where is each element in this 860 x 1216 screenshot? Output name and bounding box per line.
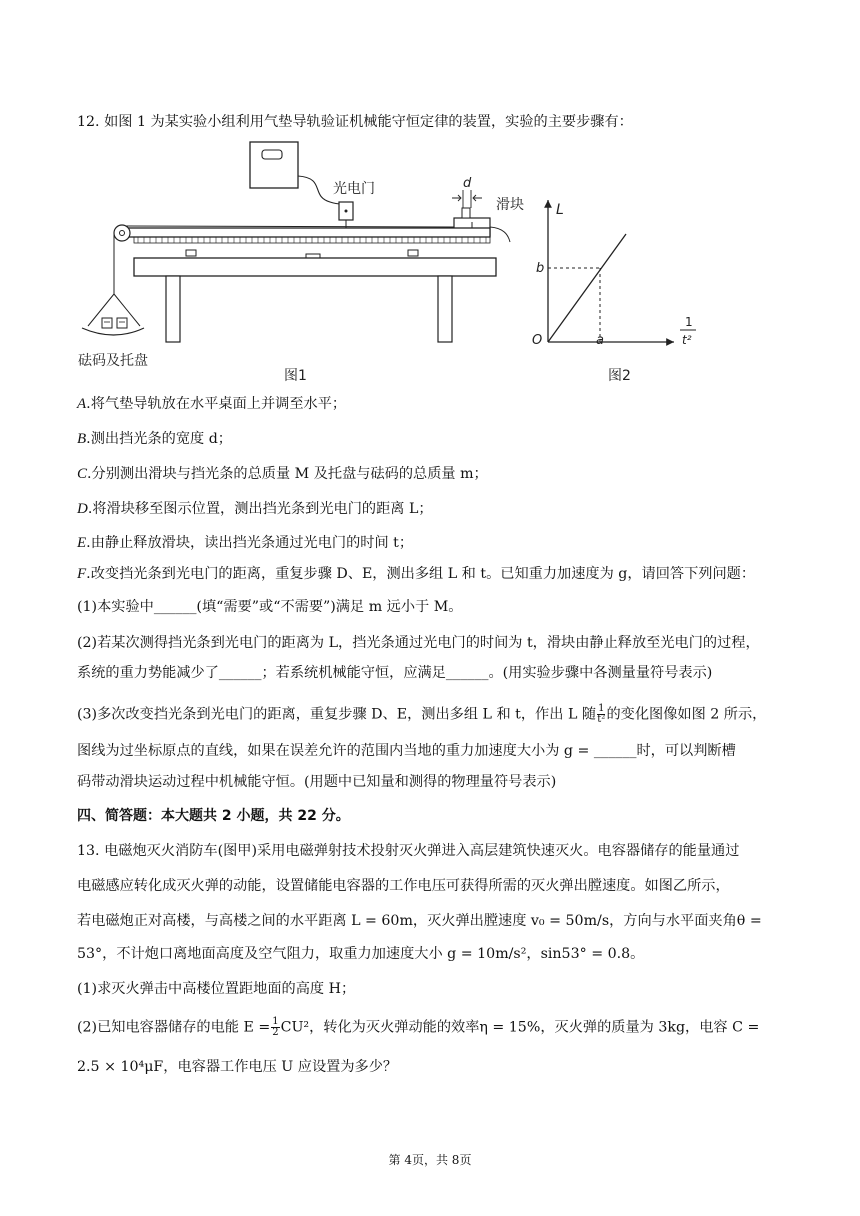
pulley [114, 225, 130, 241]
q13-part2-line2: 2.5 × 10⁴μF，电容器工作电压 U 应设置为多少？ [77, 1059, 398, 1075]
q12-part1: (1)本实验中______(填“需要”或“不需要”)满足 m 远小于 M。 [77, 599, 463, 615]
step-f: F.改变挡光条到光电门的距离，重复步骤 D、E，测出多组 L 和 t。已知重力加速度为 g，请回答下列问题： [77, 566, 756, 582]
figure1-apparatus [78, 138, 524, 388]
q12-part2-line2: 系统的重力势能减少了______；若系统机械能守恒，应满足______。(用实验步骤中各测量量符号表示) [77, 665, 713, 681]
page-footer: 第 4页，共 8页 [388, 1153, 472, 1167]
weight-tray [88, 294, 140, 326]
step-e: E.由静止释放滑块，读出挡光条通过光电门的时间 t； [77, 535, 414, 551]
figure1-caption: 图1 [284, 368, 307, 384]
q12-part3-line3: 码带动滑块运动过程中机械能守恒。(用题中已知量和测得的物理量符号表示) [77, 774, 557, 790]
q13-line4: 53°，不计炮口离地面高度及空气阻力，取重力加速度大小 g = 10m/s²，sin53° = 0.8。 [77, 946, 645, 962]
timer-box [250, 142, 298, 188]
figure2-caption: 图2 [608, 368, 631, 384]
q13-part2-line1: (2)已知电容器储存的电能 E = $\frac{1}{2}$ CU²，转化为灭火弹动能的效率η = 15%，灭火弹的质量为 3kg，电容 C = [77, 1016, 760, 1038]
y-axis-label: L [556, 202, 564, 218]
x-axis-label-den: t² [682, 333, 692, 347]
q12-part2-line1: (2)若某次测得挡光条到光电门的距离为 L，挡光条通过光电门的时间为 t，滑块由静止释放至光电门的过程， [77, 635, 760, 651]
step-a: A.将气垫导轨放在水平桌面上并调至水平； [77, 396, 347, 412]
air-track [118, 228, 490, 237]
origin-label: O [532, 333, 543, 348]
q12-intro: 12. 如图 1 为某实验小组利用气垫导轨验证机械能守恒定律的装置，实验的主要步骤有： [77, 114, 633, 130]
q13-line1: 13. 电磁炮灭火消防车(图甲)采用电磁弹射技术投射灭火弹进入高层建筑快速灭火。电容器储存的能量通过 [77, 843, 740, 859]
fraction-one-half: $\frac{1}{2}$ [272, 1016, 279, 1038]
q13-line2: 电磁感应转化成灭火弹的动能，设置储能电容器的工作电压可获得所需的灭火弹出膛速度。如图乙所示， [77, 878, 730, 894]
figure2-graph [528, 192, 708, 388]
step-d: D.将滑块移至图示位置，测出挡光条到光电门的距离 L； [77, 501, 433, 517]
photogate-label: 光电门 [333, 181, 375, 197]
data-line [548, 234, 626, 342]
tick-b: b [536, 261, 545, 276]
x-axis-label-num: 1 [685, 315, 693, 329]
step-c: C.分别测出滑块与挡光条的总质量 M 及托盘与砝码的总质量 m； [77, 466, 488, 482]
weights-label: 砝码及托盘 [78, 353, 148, 369]
q12-part3-line1: (3)多次改变挡光条到光电门的距离，重复步骤 D、E，测出多组 L 和 t，作出 L 随 $\frac{1}{\text{t²}}$ 的变化图像如图 2 所示， [77, 703, 767, 725]
section-heading: 四、简答题：本大题共 2 小题，共 22 分。 [77, 808, 350, 824]
slider-label: 滑块 [496, 197, 524, 213]
tick-a: a [596, 333, 604, 348]
q13-part1: (1)求灭火弹击中高楼位置距地面的高度 H； [77, 981, 356, 997]
q13-line3: 若电磁炮正对高楼，与高楼之间的水平距离 L = 60m，灭火弹出膛速度 v₀ = 50m/s，方向与水平面夹角θ = [77, 913, 762, 929]
table-top [134, 258, 496, 276]
step-b: B.测出挡光条的宽度 d； [77, 431, 232, 447]
fraction-1-over-t2: $\frac{1}{\text{t²}}$ [597, 703, 606, 725]
d-label: d [463, 176, 472, 191]
q12-part3-line2: 图线为过坐标原点的直线，如果在误差允许的范围内当地的重力加速度大小为 g = ______时，可以判断槽 [77, 743, 736, 759]
